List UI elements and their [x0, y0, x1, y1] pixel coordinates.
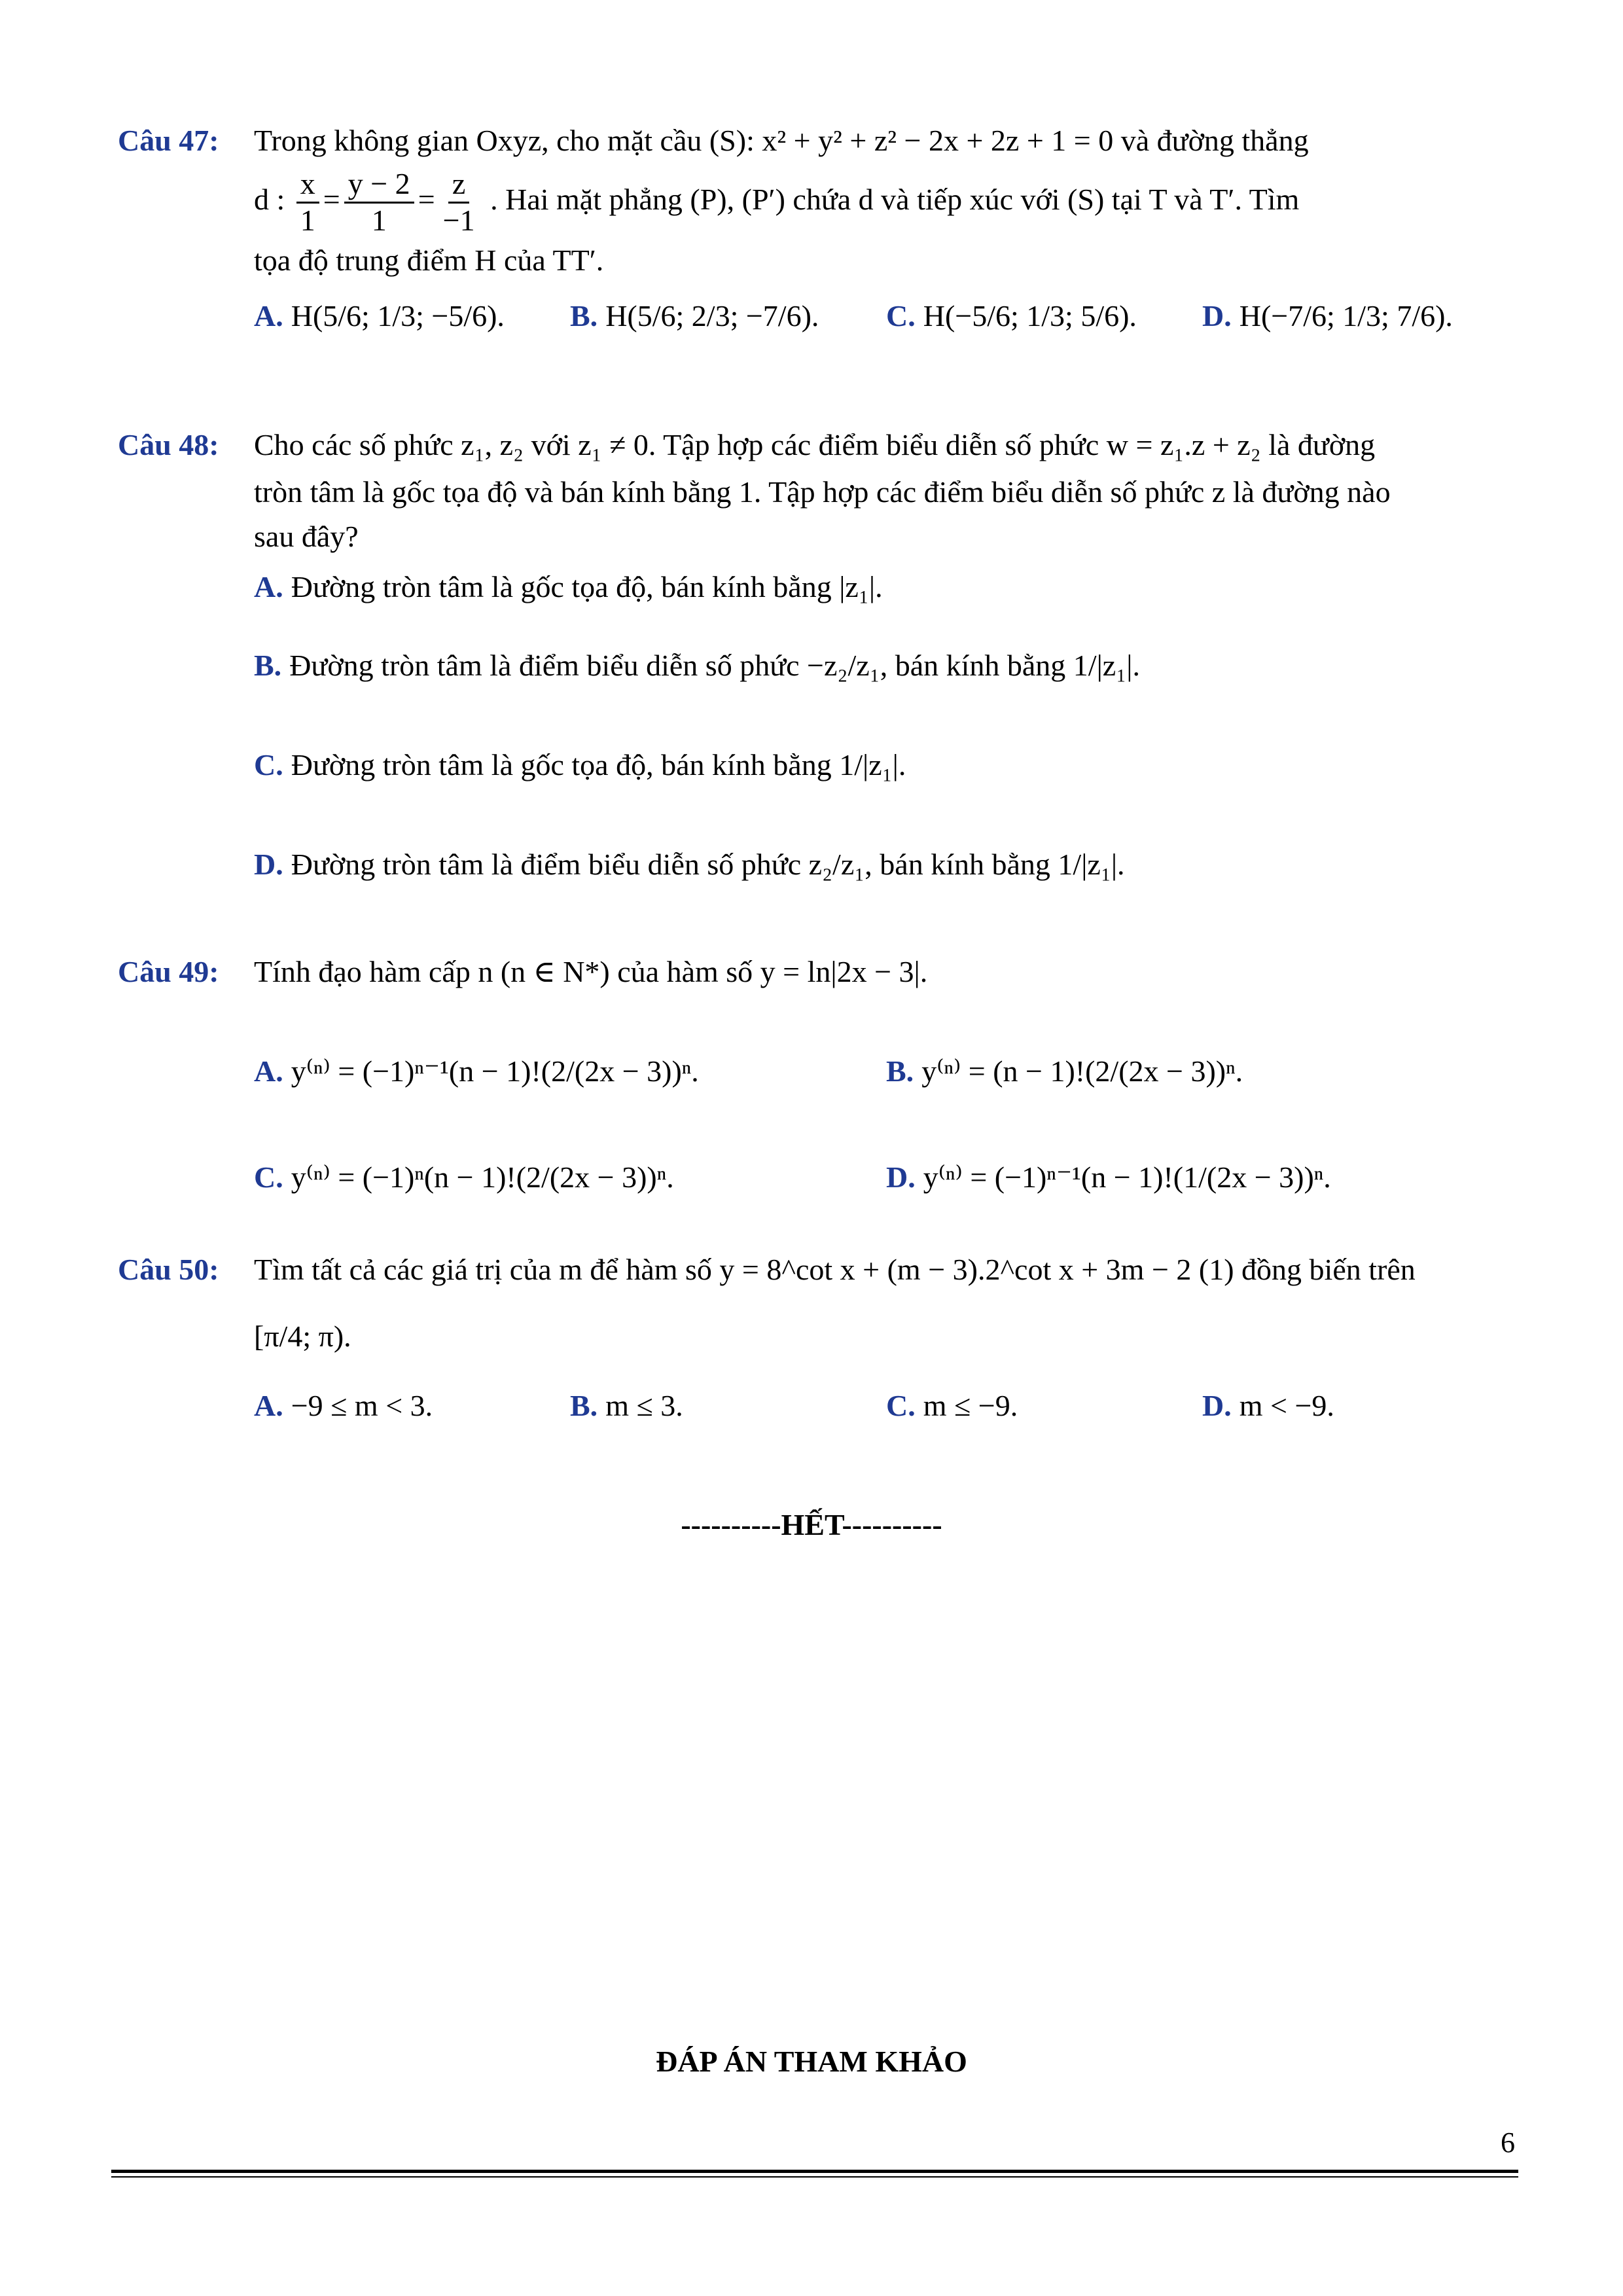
option-text: y⁽ⁿ⁾ = (−1)ⁿ⁻¹(n − 1)!(1/(2x − 3))ⁿ.: [923, 1160, 1331, 1194]
stem-text: . Hai mặt phẳng (P), (P′) chứa d và tiếp xúc với (S) tại T và T′. Tìm: [490, 182, 1300, 216]
end-of-exam-marker: ----------HẾT----------: [681, 1508, 942, 1541]
option-text: m ≤ 3.: [605, 1388, 683, 1422]
option-label: B.: [254, 649, 282, 683]
question-stem-line-1: Tìm tất cả các giá trị của m để hàm số y = 8^cot x + (m − 3).2^cot x + 3m − 2 (1) đồng biến trên: [254, 1253, 1416, 1286]
option-a: [254, 567, 1518, 607]
option-label: C.: [254, 747, 283, 781]
option-a: [254, 1386, 570, 1426]
option-text: y⁽ⁿ⁾ = (n − 1)!(2/(2x − 3))ⁿ.: [921, 1054, 1243, 1088]
option-text: Đường tròn tâm là điểm biểu diễn số phức z₂/z₁, bán kính bằng 1/|z₁|.: [291, 847, 1125, 881]
option-a: [254, 1052, 886, 1091]
option-c: [886, 296, 1202, 336]
question-stem-line-2: [π/4; π).: [254, 1319, 351, 1353]
page-number: 6: [1501, 2126, 1515, 2159]
option-label: A.: [254, 1388, 283, 1422]
option-label: B.: [570, 299, 598, 333]
option-b: [886, 1052, 1518, 1091]
footer-rule-thick: [111, 2170, 1518, 2173]
question-label: Câu 47:: [118, 124, 219, 157]
option-d: [254, 845, 1518, 884]
question-50: [118, 1250, 1518, 1425]
question-stem-line-3: tọa độ trung điểm H của TT′.: [254, 243, 604, 277]
option-label: A.: [254, 1054, 283, 1088]
option-label: C.: [254, 1160, 283, 1194]
answer-options: [254, 296, 1518, 336]
option-label: D.: [1202, 299, 1232, 333]
option-b: [570, 296, 886, 336]
option-label: B.: [886, 1054, 914, 1088]
option-text: H(−7/6; 1/3; 7/6).: [1239, 299, 1453, 333]
option-b: [254, 646, 1518, 685]
option-text: H(−5/6; 1/3; 5/6).: [923, 299, 1137, 333]
option-label: D.: [1202, 1388, 1232, 1422]
question-49: [118, 952, 1518, 1196]
fraction-denominator: −1: [442, 203, 475, 237]
question-stem-line-3: sau đây?: [254, 519, 359, 553]
question-48: [118, 425, 1518, 884]
option-label: C.: [886, 299, 916, 333]
option-d: [1202, 1386, 1518, 1426]
answer-options: [254, 1386, 1518, 1426]
stem-text: d :: [254, 182, 285, 216]
fraction-denominator: 1: [371, 203, 387, 237]
fraction-numerator: z: [448, 167, 469, 204]
option-text: H(5/6; 2/3; −7/6).: [605, 299, 819, 333]
option-text: Đường tròn tâm là gốc tọa độ, bán kính bằng 1/|z₁|.: [291, 747, 906, 781]
option-label: D.: [254, 847, 283, 881]
option-text: Đường tròn tâm là điểm biểu diễn số phức −z₂/z₁, bán kính bằng 1/|z₁|.: [289, 649, 1140, 683]
question-label: Câu 48:: [118, 428, 219, 461]
option-label: B.: [570, 1388, 598, 1422]
option-text: y⁽ⁿ⁾ = (−1)ⁿ(n − 1)!(2/(2x − 3))ⁿ.: [291, 1160, 674, 1194]
question-label: Câu 49:: [118, 955, 219, 988]
fraction: [296, 167, 319, 238]
fraction: [344, 167, 414, 238]
option-d: [1202, 296, 1518, 336]
option-c: [886, 1386, 1202, 1426]
answer-options-row-2: [254, 1158, 1518, 1197]
option-a: [254, 296, 570, 336]
option-label: A.: [254, 299, 283, 333]
question-stem-line-1: Tính đạo hàm cấp n (n ∈ N*) của hàm số y = ln|2x − 3|.: [254, 955, 928, 988]
option-label: A.: [254, 570, 283, 604]
option-text: m ≤ −9.: [923, 1388, 1018, 1422]
question-stem-line-2: d : $\frac{x}{1}$ = $\frac{y - 2}{1}$ = $\frac{z}{-1}$ . Hai mặt phẳng (P), (P′) chứa d và tiếp xúc với (S) tại T và T′. Tìm: [254, 166, 1300, 237]
question-stem-line-1: Trong không gian Oxyz, cho mặt cầu (S): x² + y² + z² − 2x + 2z + 1 = 0 và đường thẳng: [254, 124, 1309, 157]
question-label: Câu 50:: [118, 1253, 219, 1286]
option-b: [570, 1386, 886, 1426]
option-c: [254, 745, 1518, 785]
option-c: [254, 1158, 886, 1197]
option-text: H(5/6; 1/3; −5/6).: [291, 299, 505, 333]
fraction-denominator: 1: [300, 203, 315, 237]
fraction-numerator: y − 2: [344, 167, 414, 204]
answer-key-title: ĐÁP ÁN THAM KHẢO: [656, 2045, 967, 2078]
question-47: [118, 121, 1518, 336]
option-label: D.: [886, 1160, 916, 1194]
option-label: C.: [886, 1388, 916, 1422]
fraction-numerator: x: [296, 167, 319, 204]
footer-rule-thin: [111, 2176, 1518, 2178]
question-stem-line-2: tròn tâm là gốc tọa độ và bán kính bằng 1. Tập hợp các điểm biểu diễn số phức z là đường nào: [254, 475, 1391, 509]
option-text: y⁽ⁿ⁾ = (−1)ⁿ⁻¹(n − 1)!(2/(2x − 3))ⁿ.: [291, 1054, 699, 1088]
question-stem-line-1: Cho các số phức z₁, z₂ với z₁ ≠ 0. Tập hợp các điểm biểu diễn số phức w = z₁.z + z₂ là đường: [254, 428, 1376, 461]
option-text: −9 ≤ m < 3.: [291, 1388, 433, 1422]
option-text: m < −9.: [1239, 1388, 1334, 1422]
answer-options-row-1: [254, 1052, 1518, 1091]
option-d: [886, 1158, 1518, 1197]
option-text: Đường tròn tâm là gốc tọa độ, bán kính bằng |z₁|.: [291, 570, 883, 604]
fraction: [439, 167, 479, 238]
